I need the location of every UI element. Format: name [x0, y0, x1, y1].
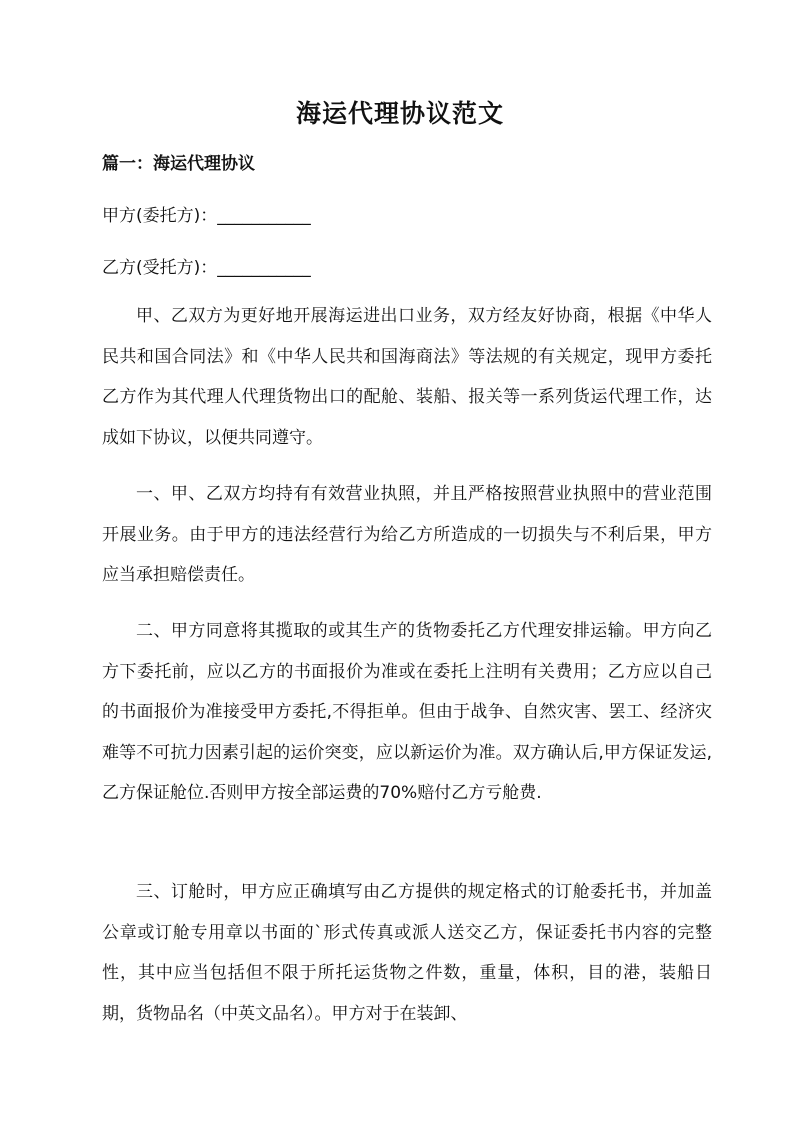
- party-b-line: 乙方(受托方)：___________: [102, 258, 311, 278]
- paragraph-clause-1: 一、甲、乙双方均持有有效营业执照，并且严格按照营业执照中的营业范围开展业务。由于甲方的违法经营行为给乙方所造成的一切损失与不利后果，甲方应当承担赔偿责任。: [102, 484, 712, 585]
- paragraph-clause-2: 二、甲方同意将其揽取的或其生产的货物委托乙方代理安排运输。甲方向乙方下委托前，应以乙方的书面报价为准或在委托上注明有关费用；乙方应以自己的书面报价为准接受甲方委托,不得拒单。但由于战争、自然灾害、罢工、经济灾难等不可抗力因素引起的运价突变，应以新运价为准。双方确认后,甲方保证发运,乙方保证舱位.否则甲方按全部运费的70%赔付乙方亏舱费.: [102, 621, 712, 803]
- paragraph-clause-3: 三、订舱时，甲方应正确填写由乙方提供的规定格式的订舱委托书，并加盖公章或订舱专用章以书面的`形式传真或派人送交乙方，保证委托书内容的完整性，其中应当包括但不限于所托运货物之件数，重量，体积，目的港，装船日期，货物品名（中英文品名）。甲方对于在装卸、: [102, 882, 712, 1024]
- document-title: 海运代理协议范文: [295, 99, 504, 128]
- party-a-line: 甲方(委托方)：___________: [102, 206, 311, 226]
- paragraph-intro: 甲、乙双方为更好地开展海运进出口业务，双方经友好协商，根据《中华人民共和国合同法》和《中华人民共和国海商法》等法规的有关规定，现甲方委托乙方作为其代理人代理货物出口的配舱、装船、报关等一系列货运代理工作，达成如下协议，以便共同遵守。: [102, 306, 712, 448]
- section-heading: 篇一：海运代理协议: [102, 154, 255, 174]
